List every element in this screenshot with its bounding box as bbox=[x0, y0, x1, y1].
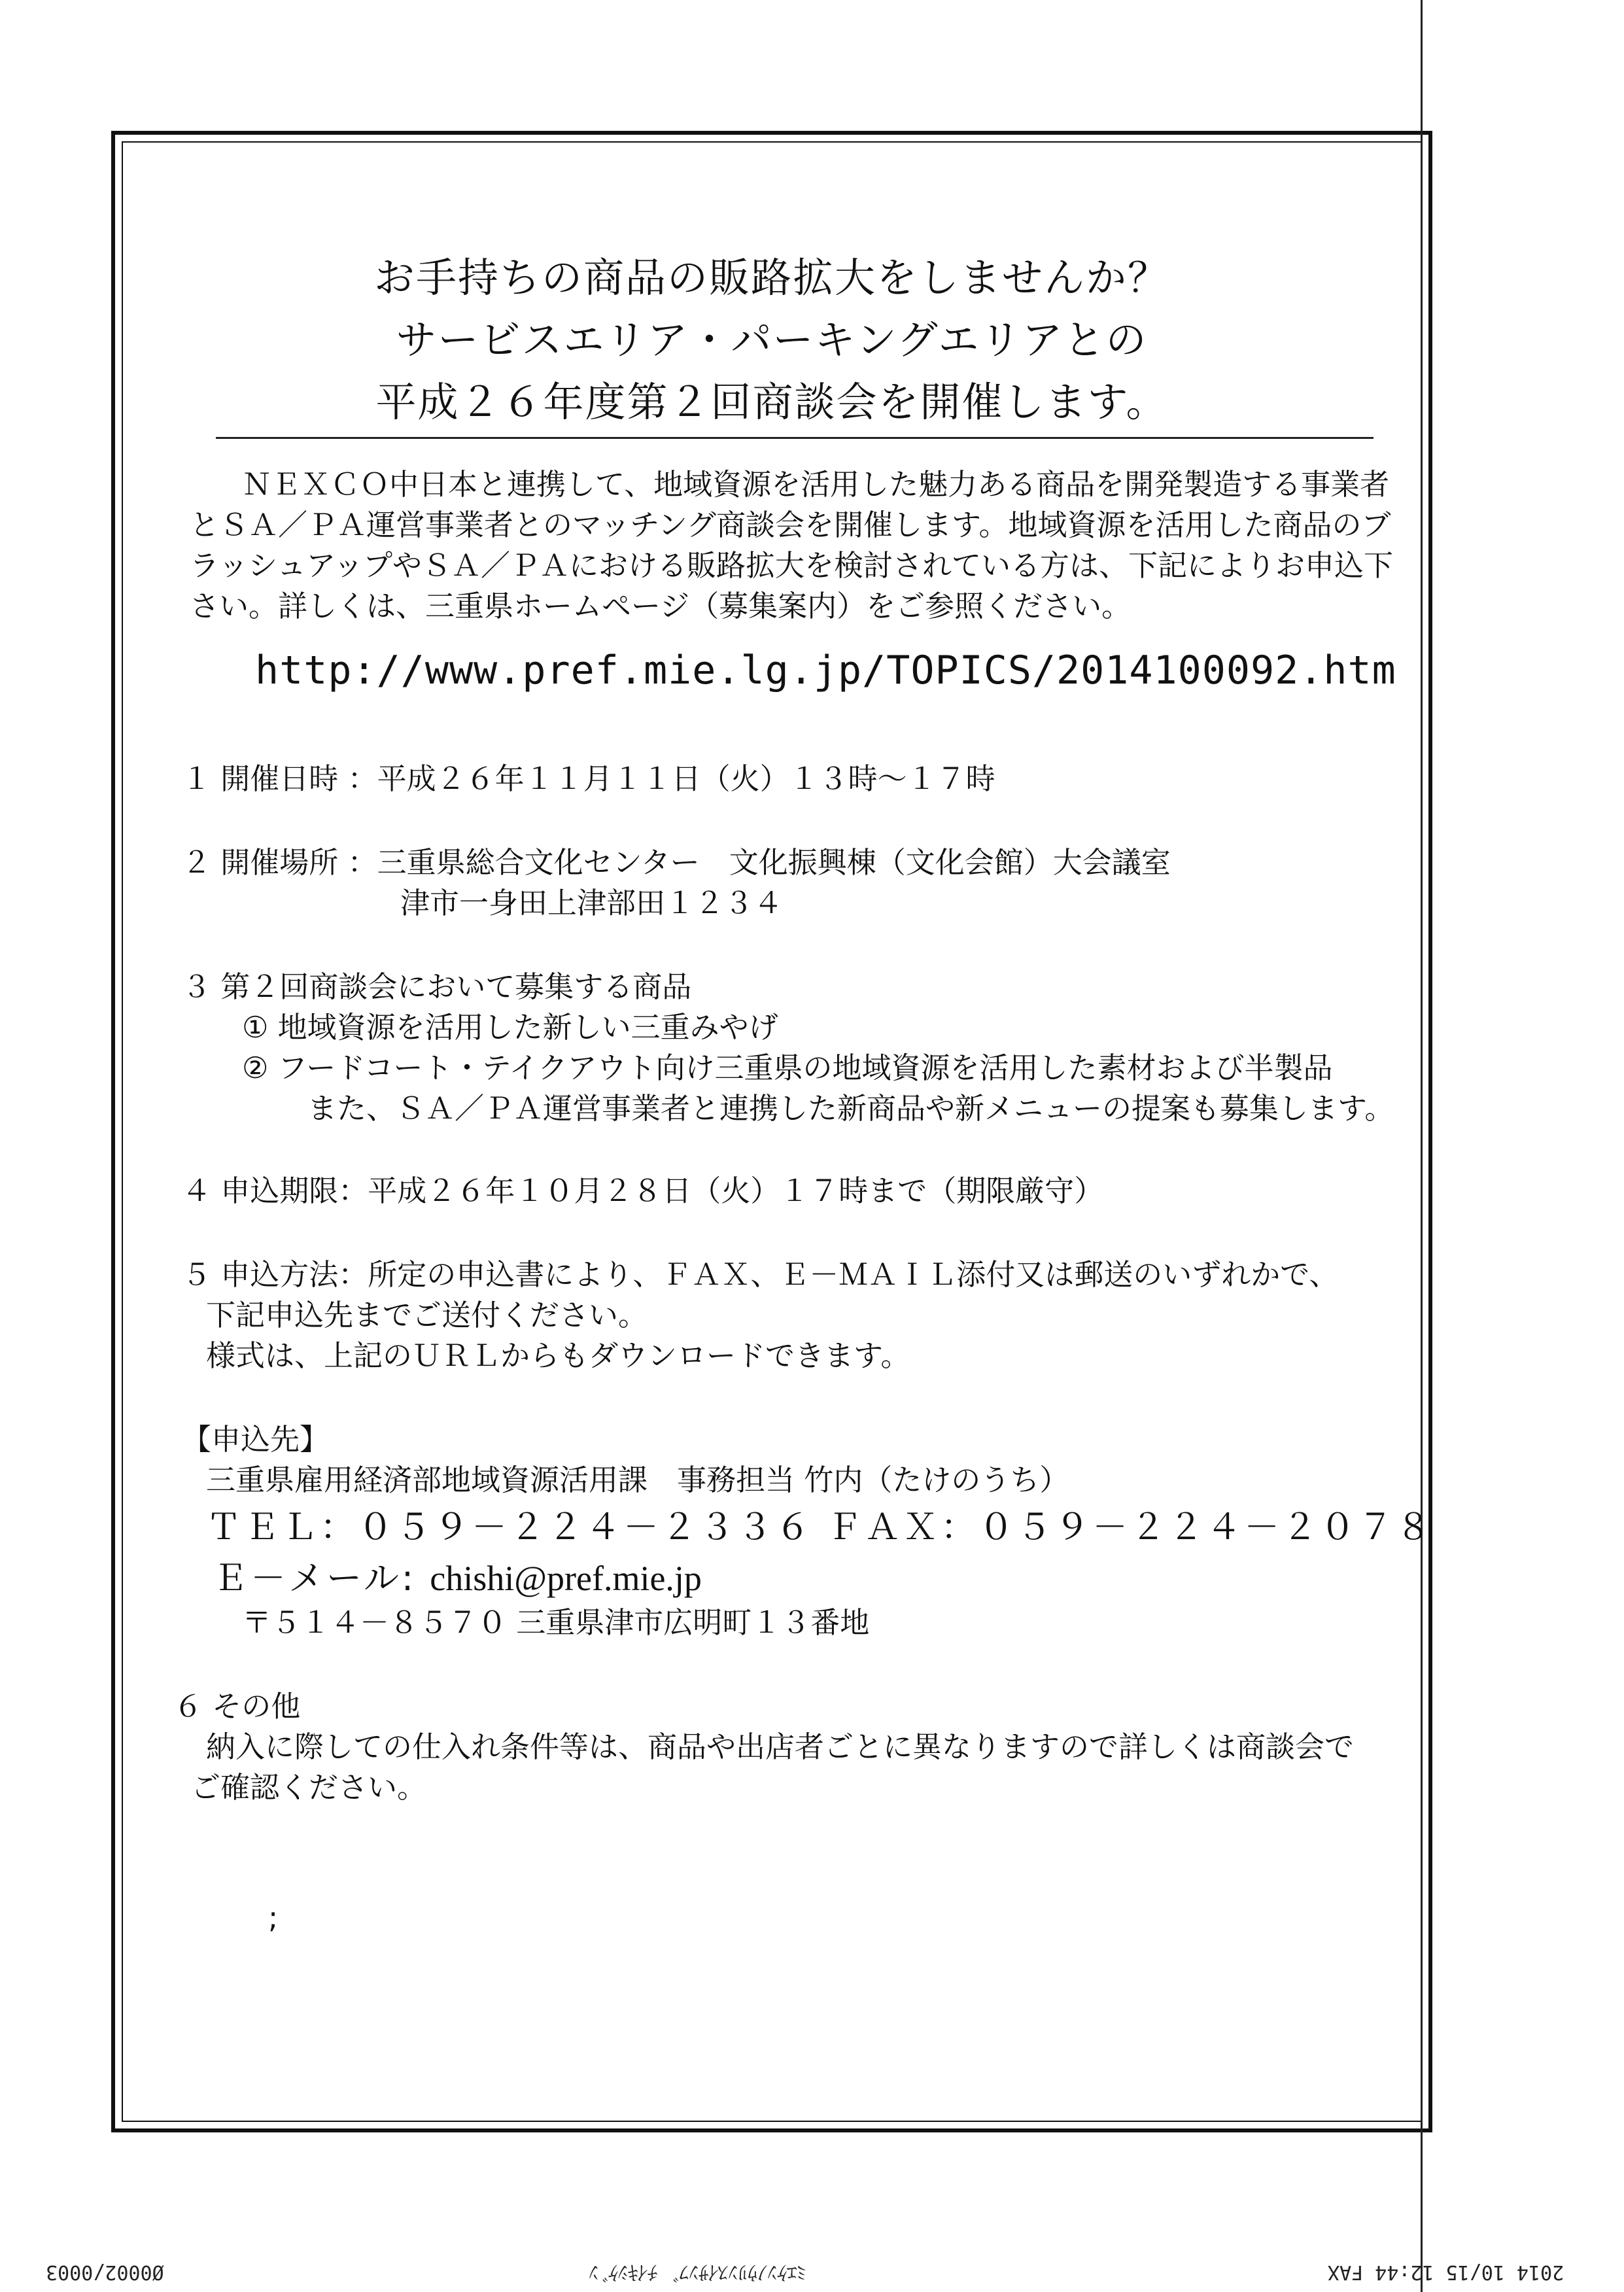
title-line-2: サービスエリア・パーキングエリアとの bbox=[396, 316, 1148, 364]
item-place-address: 津市一身田上津部田１２３４ bbox=[400, 886, 784, 920]
title-line-1: お手持ちの商品の販路拡大をしませんか？ bbox=[373, 254, 1169, 302]
item-method-2: 下記申込先までご送付ください。 bbox=[206, 1298, 648, 1332]
intro-line-3: ラッシュアップやＳＡ／ＰＡにおける販路拡大を検討されている方は、下記によりお申込下 bbox=[190, 548, 1394, 583]
item-goods-3: また、ＳＡ／ＰＡ運営事業者と連携した新商品や新メニューの提案も募集します。 bbox=[307, 1091, 1394, 1126]
fax-header-left: 2014 10/15 12:44 FAX bbox=[1328, 2261, 1564, 2283]
other-heading: ６ その他 bbox=[173, 1689, 301, 1724]
item-method-3: 様式は、上記のＵＲＬからもダウンロードできます。 bbox=[206, 1338, 910, 1373]
other-line-1: 納入に際しての仕入れ条件等は、商品や出店者ごとに異なりますので詳しくは商談会で bbox=[206, 1729, 1355, 1764]
item-deadline: ４ 申込期限：平成２６年１０月２８日（火）１７時まで（期限厳守） bbox=[182, 1173, 1104, 1208]
item-place: ２ 開催場所 ：三重県総合文化センター 文化振興棟（文化会館）大会議室 bbox=[182, 845, 1171, 880]
contact-email-label: Ｅ－メール: bbox=[213, 1557, 417, 1599]
title-divider bbox=[216, 437, 1373, 439]
item-goods-1: ① 地域資源を活用した新しい三重みやげ bbox=[242, 1010, 778, 1045]
contact-email: chishi@pref.mie.jp bbox=[430, 1559, 702, 1598]
contact-address: 〒５１４－８５７０ 三重県津市広明町１３番地 bbox=[242, 1605, 870, 1640]
contact-tel-fax: ＴＥＬ：０５９－２２４－２３３６ ＦＡＸ：０５９－２２４－２０７８ bbox=[206, 1506, 1434, 1548]
item-method-1: ５ 申込方法：所定の申込書により、ＦＡＸ、Ｅ－ＭＡＩＬ添付又は郵送のいずれかで、 bbox=[182, 1257, 1339, 1292]
intro-line-2: とＳＡ／ＰＡ運営事業者とのマッチング商談会を開催します。地域資源を活用した商品のブ bbox=[190, 508, 1391, 542]
item-goods-heading: ３ 第２回商談会において募集する商品 bbox=[182, 969, 692, 1004]
item-date: １ 開催日時 ：平成２６年１１月１１日（火）１３時～１７時 bbox=[182, 761, 995, 796]
contact-email-row bbox=[213, 1555, 702, 1601]
fax-header-center: ﾐｴｹﾝﾉｳﾘﾝｽｲｻﾝﾌﾞ ﾁｲｷｼｹﾞﾝ bbox=[589, 2261, 807, 2283]
contact-heading: 【申込先】 bbox=[182, 1422, 330, 1457]
stray-mark: ; bbox=[268, 1900, 279, 1935]
fax-scan-line bbox=[1421, 0, 1423, 2292]
fax-header-right: Ø0002/0003 bbox=[46, 2261, 164, 2283]
topics-url: http://www.pref.mie.lg.jp/TOPICS/2014100092.htm bbox=[255, 648, 1396, 693]
intro-line-1: ＮＥＸＣＯ中日本と連携して、地域資源を活用した魅力ある商品を開発製造する事業者 bbox=[242, 467, 1390, 502]
title-line-3: 平成２６年度第２回商談会を開催します。 bbox=[375, 378, 1168, 426]
intro-line-4: さい。詳しくは、三重県ホームページ（募集案内）をご参照ください。 bbox=[190, 589, 1132, 623]
contact-organization: 三重県雇用経済部地域資源活用課 事務担当 竹内（たけのうち） bbox=[206, 1463, 1069, 1497]
other-line-2: ご確認ください。 bbox=[191, 1770, 427, 1805]
item-goods-2: ② フードコート・テイクアウト向け三重県の地域資源を活用した素材および半製品 bbox=[242, 1050, 1333, 1085]
